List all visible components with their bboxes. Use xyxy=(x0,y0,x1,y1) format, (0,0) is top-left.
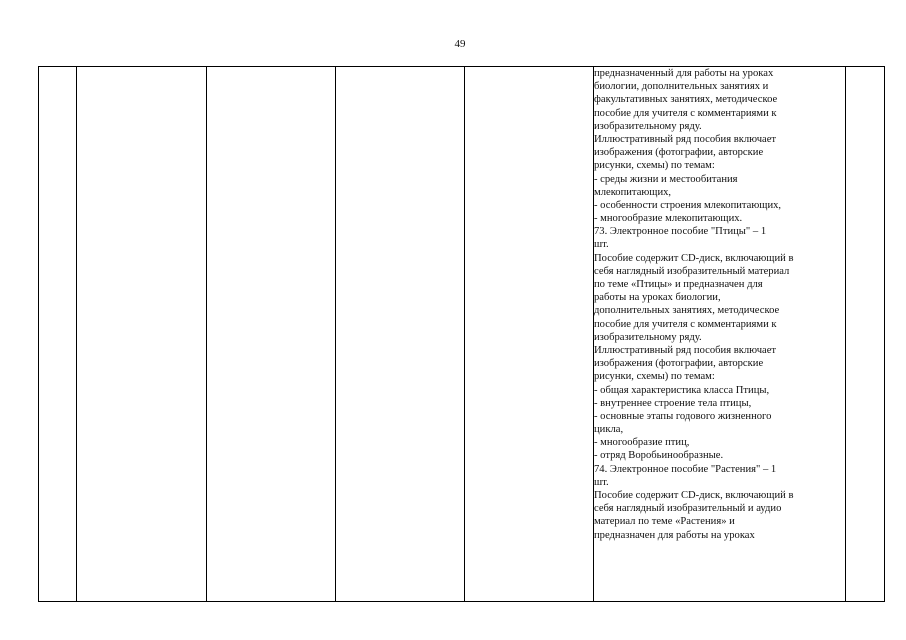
description-line: рисунки, схемы) по темам: xyxy=(594,371,715,383)
description-line: - многообразие млекопитающих. xyxy=(594,213,743,225)
description-line: изобразительному ряду. xyxy=(594,331,702,343)
description-line: материал по теме «Растения» и xyxy=(594,516,735,528)
description-line: дополнительных занятиях, методическое xyxy=(594,305,780,317)
description-line: предназначенный для работы на уроках xyxy=(594,68,774,79)
description-line: 73. Электронное пособие "Птицы" – 1 xyxy=(594,226,767,238)
description-line: цикла, xyxy=(594,424,624,436)
description-line: изображения (фотографии, авторские xyxy=(594,358,764,370)
description-line: шт. xyxy=(594,239,609,251)
table-cell-col1 xyxy=(39,67,77,602)
description-line: Иллюстративный ряд пособия включает xyxy=(594,344,777,356)
table-cell-description xyxy=(594,67,846,602)
description-line: пособие для учителя с комментариями к xyxy=(594,318,777,330)
description-line: изображения (фотографии, авторские xyxy=(594,147,764,159)
description-line: работы на уроках биологии, xyxy=(594,292,721,304)
description-line: Пособие содержит CD-диск, включающий в xyxy=(594,252,794,264)
description-line: - основные этапы годового жизненного xyxy=(594,410,772,422)
description-line: - общая характеристика класса Птицы, xyxy=(594,384,770,396)
description-line: предназначен для работы на уроках xyxy=(594,529,755,541)
description-line: себя наглядный изобразительный и аудио xyxy=(594,503,782,515)
description-line: - особенности строения млекопитающих, xyxy=(594,199,782,211)
table-row xyxy=(39,67,885,602)
description-line: шт. xyxy=(594,476,609,488)
description-line: Пособие содержит CD-диск, включающий в xyxy=(594,490,794,501)
description-line: факультативных занятиях, методическое xyxy=(594,94,778,106)
description-line: пособие для учителя с комментариями к xyxy=(594,107,777,119)
table-cell-col4 xyxy=(336,67,465,602)
description-line: 74. Электронное пособие "Растения" – 1 xyxy=(594,463,777,475)
description-line: - среды жизни и местообитания xyxy=(594,173,738,185)
table-cell-col3 xyxy=(207,67,336,602)
description-line: по теме «Птицы» и предназначен для xyxy=(594,279,763,290)
description-line: млекопитающих, xyxy=(594,186,672,198)
description-line: Иллюстративный ряд пособия включает xyxy=(594,133,777,145)
description-line: - многообразие птиц, xyxy=(594,437,690,449)
table-cell-col5 xyxy=(465,67,594,602)
description-line: - внутреннее строение тела птицы, xyxy=(594,397,752,409)
description-line: биологии, дополнительных занятиях и xyxy=(594,81,769,93)
description-line: изобразительному ряду. xyxy=(594,120,702,132)
description-line: себя наглядный изобразительный материал xyxy=(594,265,790,277)
page-number: 49 xyxy=(454,38,466,50)
description-line: - отряд Воробьинообразные. xyxy=(594,450,724,462)
table-cell-col2 xyxy=(77,67,207,602)
document-table xyxy=(38,66,885,602)
description-text xyxy=(594,67,845,542)
description-line: рисунки, схемы) по темам: xyxy=(594,160,715,172)
table-cell-col7 xyxy=(846,67,885,602)
